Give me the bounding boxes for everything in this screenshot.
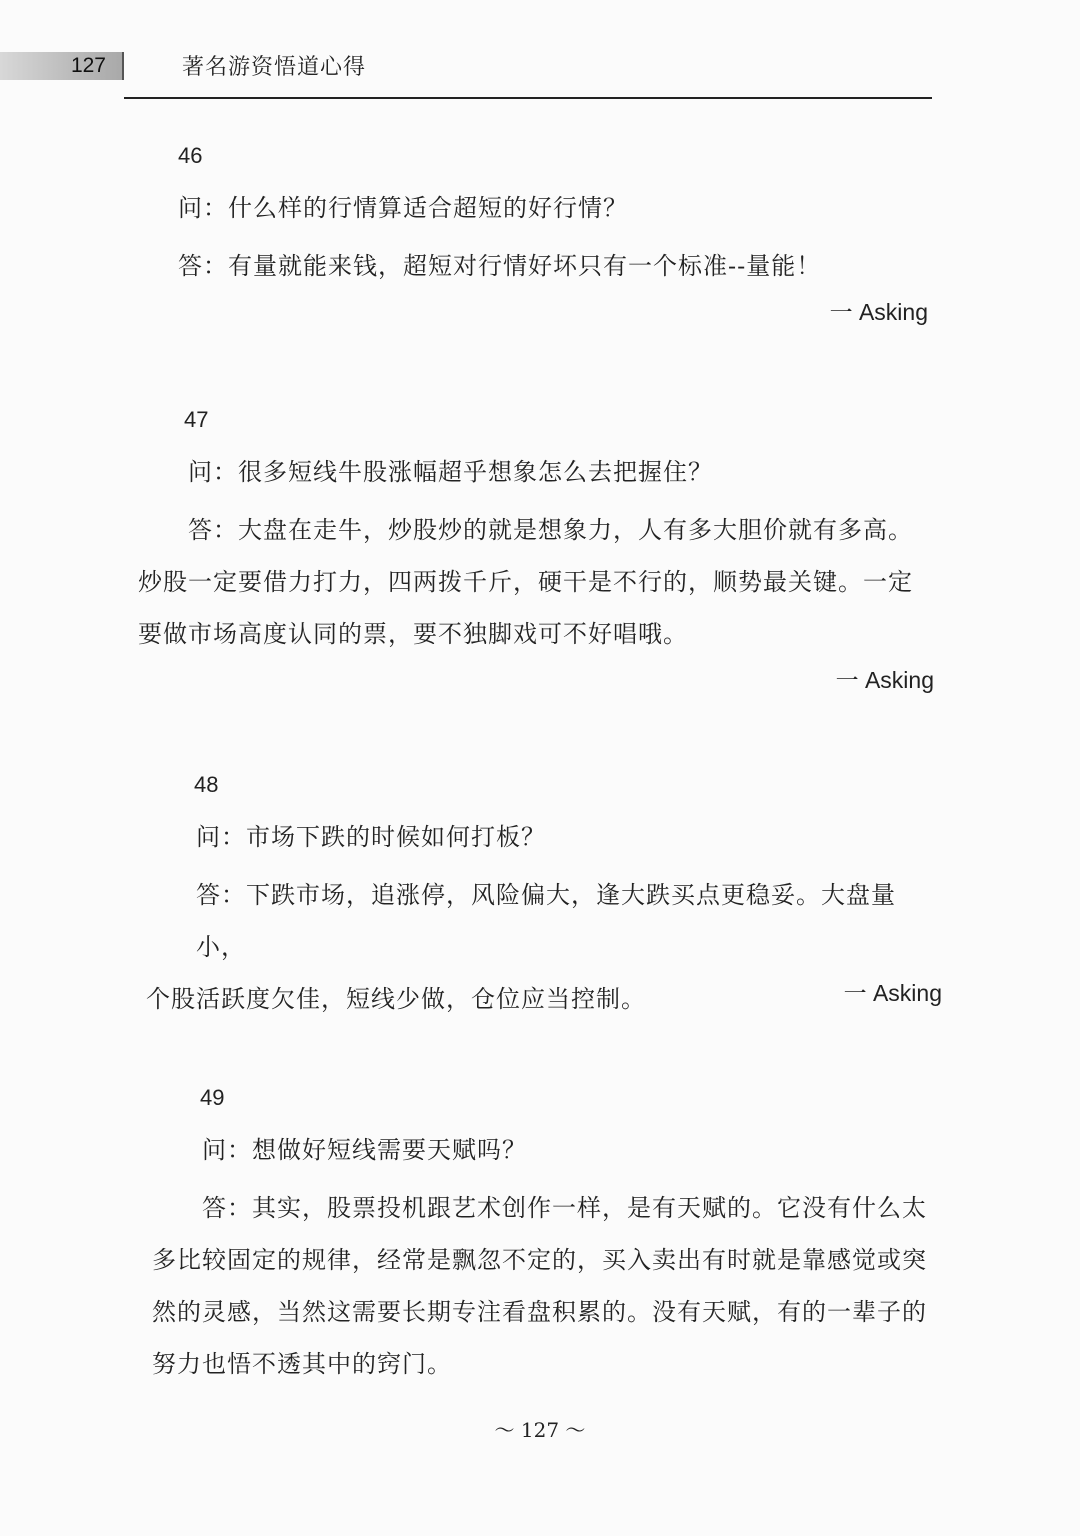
answer-block xyxy=(138,504,934,660)
answer-line: 要做市场高度认同的票，要不独脚戏可不好唱哦。 xyxy=(138,620,688,648)
answer-line: 努力也悟不透其中的窍门。 xyxy=(152,1350,452,1378)
qa-entry-47 xyxy=(138,402,934,693)
header-divider xyxy=(124,97,932,99)
answer-line: 炒股一定要借力打力，四两拨千斤，硬干是不行的，顺势最关键。一定 xyxy=(138,568,913,596)
answer-line: 个股活跃度欠佳，短线少做，仓位应当控制。 xyxy=(146,985,646,1013)
answer-line: 答：下跌市场，追涨停，风险偏大，逢大跌买点更稳妥。大盘量小， xyxy=(196,881,896,961)
qa-entry-48 xyxy=(146,767,942,1025)
entry-number: 48 xyxy=(194,772,219,797)
author-attribution: 一 Asking xyxy=(829,299,928,325)
question-text: 问：什么样的行情算适合超短的好行情？ xyxy=(178,194,628,222)
qa-entry-46 xyxy=(178,138,928,325)
page-number-label: 127 xyxy=(70,54,106,77)
answer-line: 答：有量就能来钱，超短对行情好坏只有一个标准--量能！ xyxy=(178,252,822,280)
author-attribution: 一 Asking xyxy=(835,667,934,693)
answer-line: 然的灵感，当然这需要长期专注看盘积累的。没有天赋，有的一辈子的 xyxy=(152,1298,927,1326)
entry-number: 46 xyxy=(178,143,203,168)
page-number-tab xyxy=(0,52,124,80)
entry-number: 49 xyxy=(200,1085,225,1110)
answer-line: 答：其实，股票投机跟艺术创作一样，是有天赋的。它没有什么太 xyxy=(202,1194,927,1222)
footer-page-number: ～ 127 ～ xyxy=(494,1418,586,1442)
entry-number: 47 xyxy=(184,407,209,432)
answer-block xyxy=(152,1182,952,1390)
answer-line: 多比较固定的规律，经常是飘忽不定的，买入卖出有时就是靠感觉或突 xyxy=(152,1246,927,1274)
answer-line: 答：大盘在走牛，炒股炒的就是想象力，人有多大胆价就有多高。 xyxy=(188,516,913,544)
answer-block xyxy=(146,869,942,1025)
answer-block xyxy=(178,240,928,292)
question-text: 问：很多短线牛股涨幅超乎想象怎么去把握住？ xyxy=(188,458,713,486)
question-text: 问：想做好短线需要天赋吗？ xyxy=(202,1136,527,1164)
author-attribution: 一 Asking xyxy=(843,980,942,1006)
question-text: 问：市场下跌的时候如何打板？ xyxy=(196,823,546,851)
book-title: 著名游资悟道心得 xyxy=(182,55,367,80)
qa-entry-49 xyxy=(152,1080,952,1390)
